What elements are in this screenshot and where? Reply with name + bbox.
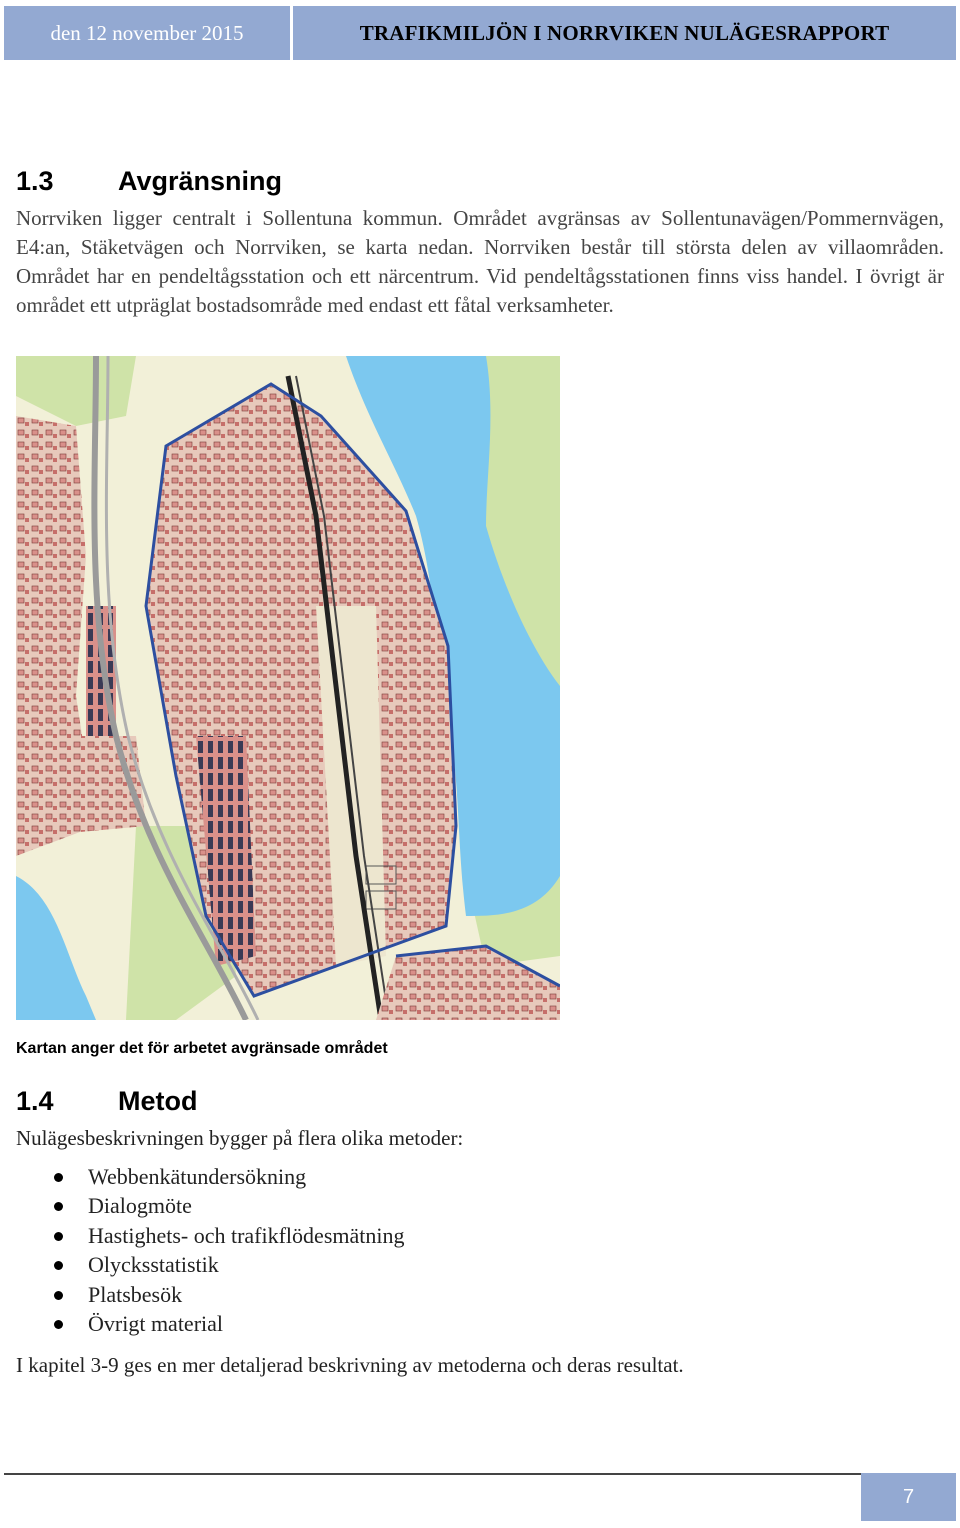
page-number: 7 (861, 1473, 956, 1521)
list-item: Platsbesök (16, 1280, 404, 1309)
section-number: 1.4 (16, 1086, 54, 1116)
section-heading-1-3 (16, 166, 282, 197)
list-item: Övrigt material (16, 1309, 404, 1338)
section-paragraph: Norrviken ligger centralt i Sollentuna kommun. Området avgränsas av Sollentunavägen/Pommernvägen, E4:an, Stäketvägen och Norrviken, se karta nedan. Norrviken består till största delen av villaområden. Området har en pendeltågsstation och ett närcentrum. Vid pendeltågsstationen finns viss handel. I övrigt är området ett utpräglat bostadsområde med endast ett fåtal verksamheter. (16, 206, 944, 317)
list-item: Hastighets- och trafikflödesmätning (16, 1221, 404, 1250)
list-item: Dialogmöte (16, 1191, 404, 1220)
map-caption: Kartan anger det för arbetet avgränsade området (16, 1040, 388, 1057)
footer-rule (4, 1473, 956, 1475)
section-title: Avgränsning (118, 166, 283, 196)
page-header (0, 0, 960, 62)
method-intro: Nulägesbeskrivningen bygger på flera olika metoder: (16, 1126, 464, 1150)
list-item: Webbenkätundersökning (16, 1162, 404, 1191)
area-map (16, 356, 560, 1020)
section-heading-1-4 (16, 1086, 197, 1117)
method-list (16, 1162, 404, 1338)
header-date: den 12 november 2015 (4, 6, 290, 60)
section-title: Metod (118, 1086, 198, 1116)
list-item: Olycksstatistik (16, 1250, 404, 1279)
header-title: TRAFIKMILJÖN I NORRVIKEN NULÄGESRAPPORT (293, 6, 956, 60)
method-outro: I kapitel 3-9 ges en mer detaljerad beskrivning av metoderna och deras resultat. (16, 1353, 684, 1377)
map-image (16, 356, 560, 1020)
section-number: 1.3 (16, 166, 54, 196)
